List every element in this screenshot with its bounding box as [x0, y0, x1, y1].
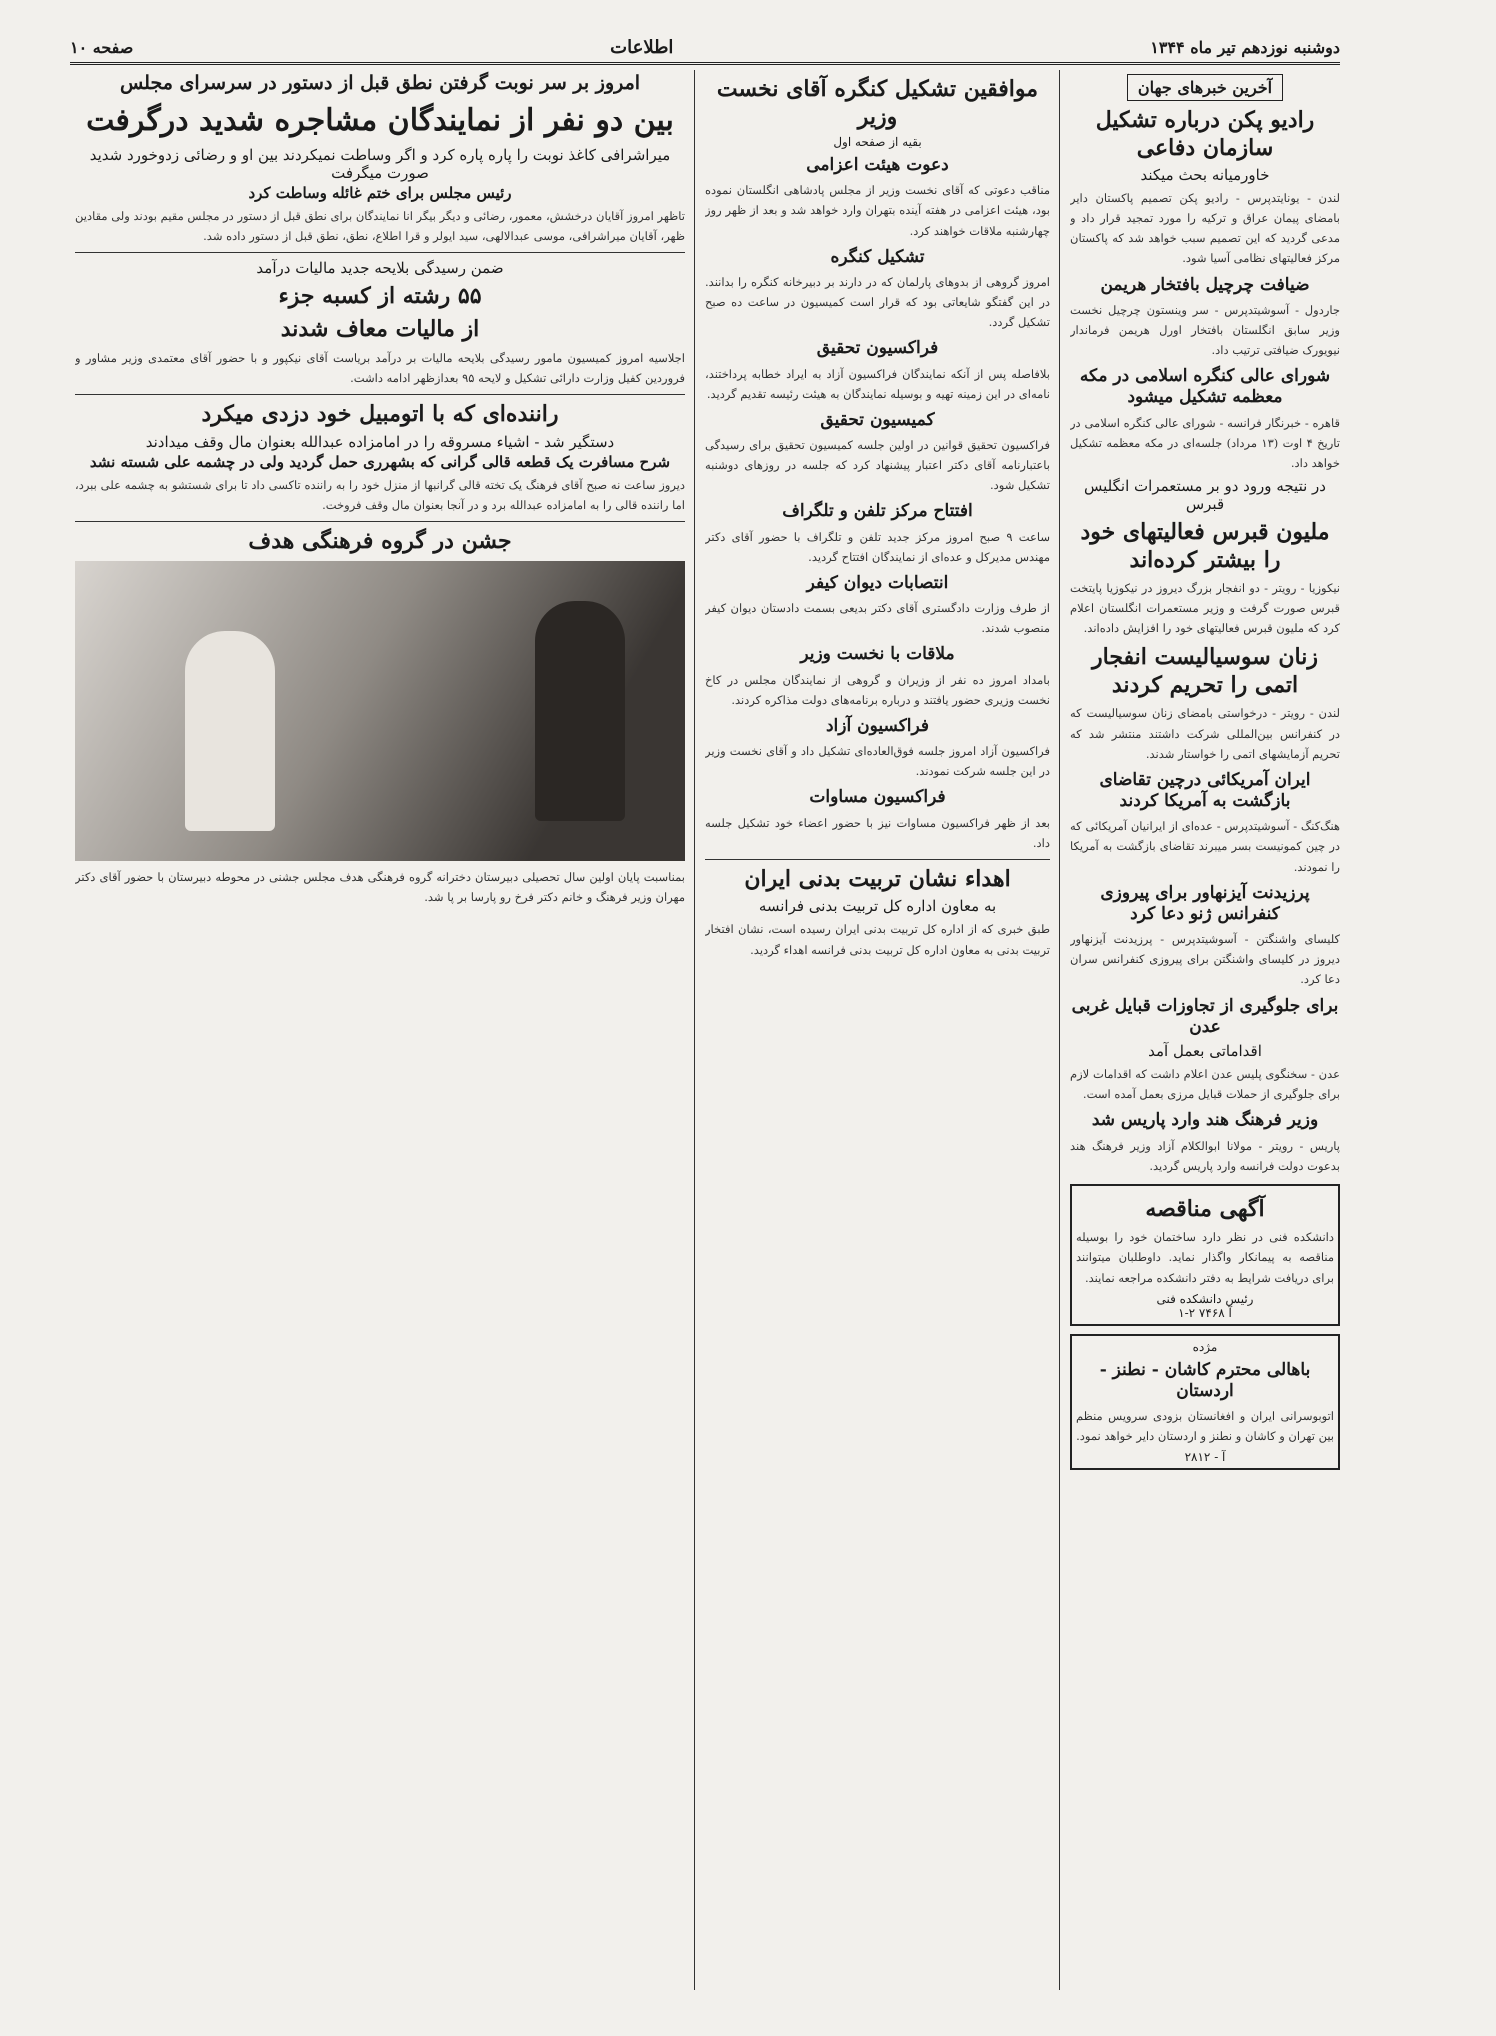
transport-headline: باهالی محترم کاشان - نطنز - اردستان — [1099, 1359, 1311, 1401]
theft-sub2: شرح مسافرت یک قطعه قالی گرانی که بشهرری حمل گردید ولی در چشمه علی شسته نشد — [89, 452, 671, 471]
photo-figure-woman — [185, 631, 275, 831]
divider — [75, 394, 685, 395]
paper-name: اطلاعات — [610, 36, 674, 58]
world-news-box: آخرین خبرهای جهان — [1127, 74, 1283, 101]
india-body: پاریس - رویتر - مولانا ابوالکلام آزاد وزیر فرهنگ هند بدعوت دولت فرانسه وارد پاریس گردید. — [1070, 1138, 1340, 1173]
event-body: بمناسبت پایان اولین سال تحصیلی دبیرستان دخترانه گروه فرهنگی هدف مجلس جشنی در محوطه دبیرستان با حضور آقای دکتر مهران وزیر فرهنگ و خانم دکتر فرخ رو پارسا بر پا شد. — [75, 870, 685, 905]
parliament-kicker: امروز بر سر نوبت گرفتن نطق قبل از دستور در سرسرای مجلس — [119, 72, 641, 94]
parliament-body: تاظهر امروز آقایان درخشش، معمور، رضائی و دیگر بیگر انا نمایندگان برای نطق قبل از دستور در مجلس مقیم بودند ولی مقادین ظهر، آقایان میراشرافی، موسی عبدالالهی، سید ایولر و قرا اطلاع، نطق، نطق قبل از دستور داده شد. — [75, 208, 685, 243]
women-body: لندن - رویتر - درخواستی بامضای زنان سوسیالیست که در کنفرانس بین‌المللی شرکت داشتند منتشر شد که تحریم آزمایشهای اتمی را خواستار شدند. — [1070, 706, 1340, 761]
column-right — [1070, 70, 1340, 1990]
event-headline: جشن در گروه فرهنگی هدف — [248, 527, 512, 554]
invite-body: مناقب دعوتی که آقای نخست وزیر از مجلس پادشاهی انگلستان نموده بود، هیئت اعزامی در هفته آینده بتهران وارد خواهد شد و بعد از ظهر روز چهارشنبه ملاقات خواهند کرد. — [705, 183, 1050, 238]
fraction-headline: فراکسیون تحقیق — [816, 338, 939, 359]
parliament-sub: میراشرافی کاغذ نوبت را پاره پاره کرد و اگر وساطت نمیکردند بین او و رضائی زدوخورد شدید صورت میگرفت — [89, 145, 671, 182]
sport-body: طبق خبری که از اداره کل تربیت بدنی ایران رسیده است، نشان افتخار تربیت بدنی به معاون اداره کل تربیت بدنی فرانسه اهداء گردید. — [705, 922, 1050, 957]
telephone-headline: افتتاح مرکز تلفن و تلگراف — [782, 501, 973, 522]
radio-sub: خاورمیانه بحث میکند — [1140, 166, 1270, 184]
tender-sign: رئیس دانشکده فنی — [1156, 1291, 1254, 1306]
tender-headline: آگهی مناقصه — [1145, 1195, 1265, 1222]
radio-body: لندن - یونایتدپرس - رادیو پکن تصمیم پاکستان دایر بامضای پیمان عراق و ترکیه را مورد تمجید قرار داد و مدعی گردید که این تصمیم سبب خواهد شد که پاکستان مرکز فعالیتهای نظامی آسیا شود. — [1070, 191, 1340, 266]
cyprus-body: نیکوزیا - رویتر - دو انفجار بزرگ دیروز در نیکوزیا پایتخت قبرس صورت گرفت و وزیر مستعمرات انگلستان اعلام کرد که ملیون قبرس فعالیتهای خود را افزایش داده‌اند. — [1070, 581, 1340, 636]
women-headline: زنان سوسیالیست انفجار اتمی را تحریم کردند — [1092, 644, 1318, 698]
telephone-body: ساعت ۹ صبح امروز مرکز جدید تلفن و تلگراف با حضور آقای دکتر مهندس مدیرکل و عده‌ای از نمایندگان افتتاح گردید. — [705, 529, 1050, 564]
court-body: از طرف وزارت دادگستری آقای دکتر بدیعی بسمت دادستان دیوان کیفر منصوب شدند. — [705, 601, 1050, 636]
tender-body: دانشکده فنی در نظر دارد ساختمان خود را بوسیله مناقصه به پیمانکار واگذار نماید. داوطلبان میتوانند برای دریافت شرایط به دفتر دانشکده مراجعه نمایند. — [1076, 1230, 1334, 1285]
commission-body: فراکسیون تحقیق قوانین در اولین جلسه کمیسیون تحقیق برای رسیدگی باعتبارنامه آقای دکتر اعتبار پیشنهاد کرد که جلسه در روزهای دوشنبه تشکیل شود. — [705, 438, 1050, 493]
theft-sub: دستگیر شد - اشیاء مسروقه را در امامزاده عبدالله بعنوان مال وقف میدادند — [145, 432, 615, 451]
tender-code: آ ۷۴۶۸ ۲-۱ — [1178, 1305, 1232, 1320]
theft-body: دیروز ساعت نه صبح آقای فرهنگ یک تخته قالی گرانبها از منزل خود را به راننده تاکسی داد تا برای شستشو به چشمه علی ببرد، اما راننده قالی را به امامزاده عبدالله برد و در آنجا بعنوان مال وقف فروخت. — [75, 477, 685, 512]
continued-label: بقیه از صفحه اول — [833, 135, 922, 149]
parliament-sub2: رئیس مجلس برای ختم غائله وساطت کرد — [248, 183, 512, 202]
divider — [75, 521, 685, 522]
theft-headline: راننده‌ای که با اتومبیل خود دزدی میکرد — [201, 401, 559, 427]
meeting-headline: ملاقات با نخست وزیر — [800, 644, 955, 665]
column-rule-left — [694, 70, 695, 1990]
event-photo — [75, 561, 685, 861]
transport-ad — [1070, 1334, 1340, 1471]
iran-headline: ایران آمریکائی درچین تقاضای بازگشت به آمریکا کردند — [1099, 769, 1311, 811]
mosavat-headline: فراکسیون مساوات — [809, 787, 946, 808]
page-number: صفحه ۱۰ — [70, 37, 134, 57]
aden-headline: برای جلوگیری از تجاوزات قبایل غربی عدن — [1071, 995, 1339, 1037]
radio-headline: رادیو پکن درباره تشکیل سازمان دفاعی — [1095, 107, 1315, 161]
geneva-headline: پرزیدنت آیزنهاور برای پیروزی کنفرانس ژنو دعا کرد — [1100, 882, 1310, 924]
transport-code: آ - ۲۸۱۲ — [1184, 1450, 1226, 1465]
meeting-body: بامداد امروز ده نفر از وزیران و گروهی از نمایندگان مجلس در کاخ نخست وزیری حضور یافتند و درباره برنامه‌های دولت مذاکره کردند. — [705, 672, 1050, 707]
congress-headline: تشکیل کنگره — [830, 246, 925, 267]
column-rule-right — [1059, 70, 1060, 1990]
column-middle — [705, 70, 1050, 1990]
court-headline: انتصابات دیوان کیفر — [806, 572, 949, 593]
masthead — [70, 32, 1340, 65]
invite-headline: دعوت هیئت اعزامی — [806, 155, 949, 175]
sport-headline: اهداء نشان تربیت بدنی ایران — [744, 865, 1011, 892]
geneva-body: کلیسای واشنگتن - آسوشیتدپرس - پرزیدنت آیزنهاور دیروز در کلیسای واشنگتن برای پیروزی کنفرانس سران دعا کرد. — [1070, 932, 1340, 987]
india-headline: وزیر فرهنگ هند وارد پاریس شد — [1091, 1110, 1319, 1131]
aden-sub: اقداماتی بعمل آمد — [1148, 1042, 1262, 1060]
transport-kicker: مژده — [1192, 1339, 1218, 1354]
churchill-body: جاردول - آسوشیتدپرس - سر وینستون چرچیل نخست وزیر سابق انگلستان بافتخار اورل هریمن فرماندار نیویورک ضیافتی ترتیب داد. — [1070, 302, 1340, 357]
azad-body: فراکسیون آزاد امروز جلسه فوق‌العاده‌ای تشکیل داد و آقای نخست وزیر در این جلسه شرکت نمودند. — [705, 744, 1050, 779]
azad-headline: فراکسیون آزاد — [825, 715, 930, 736]
divider — [705, 859, 1050, 860]
column-left — [75, 70, 685, 1990]
sport-sub: به معاون اداره کل تربیت بدنی فرانسه — [758, 897, 997, 916]
tender-ad — [1070, 1184, 1340, 1326]
congress-body: امروز گروهی از بدوهای پارلمان که در دارند بر دبیرخانه کنگره را بدانند. در این گفتگو شایعاتی بود که قرار است کمیسیون در ساعت ده صبح تشکیل گردد. — [705, 274, 1050, 330]
photo-figure-man — [535, 601, 625, 821]
commission-headline: کمیسیون تحقیق — [820, 409, 935, 430]
cyprus-headline: ملیون قبرس فعالیتهای خود را بیشتر کرده‌اند — [1080, 519, 1330, 573]
date-label: دوشنبه نوزدهم تیر ماه ۱۳۴۴ — [1150, 37, 1340, 57]
fraction-body: بلافاصله پس از آنکه نمایندگان فراکسیون آزاد به ایراد خطابه پرداختند، نامه‌ای در این زمینه تهیه و بوسیله نمایندگان به هیئت رئیسه تقدیم گردید. — [705, 366, 1050, 401]
churchill-headline: ضیافت چرچیل بافتخار هریمن — [1100, 274, 1310, 295]
tax-headline-2: از مالیات معاف شدند — [280, 316, 480, 343]
iran-body: هنگ‌کنگ - آسوشیتدپرس - عده‌ای از ایرانیان آمریکائی که در چین کمونیست بسر میبرند تقاضای بازگشت به آمریکا را نمودند. — [1070, 819, 1340, 874]
parliament-headline: بین دو نفر از نمایندگان مشاجره شدید درگرفت — [86, 103, 674, 138]
divider — [75, 252, 685, 253]
congress-main-headline: موافقین تشکیل کنگره آقای نخست وزیر — [716, 76, 1039, 130]
tax-kicker: ضمن رسیدگی بلایحه جدید مالیات درآمد — [256, 258, 504, 277]
tax-headline: ۵۵ رشته از کسبه جزء — [278, 282, 482, 309]
aden-body: عدن - سخنگوی پلیس عدن اعلام داشت که اقدامات لازم برای جلوگیری از حملات قبایل مرزی بعمل آمده است. — [1070, 1067, 1340, 1102]
islam-headline: شورای عالی کنگره اسلامی در مکه معظمه تشکیل میشود — [1079, 366, 1331, 408]
tax-body: اجلاسیه امروز کمیسیون مامور رسیدگی بلایحه مالیات بر درآمد بریاست آقای نیکپور و با حضور آقای معتمدی وزیر مشاور و فروردین کفیل وزارت دارائی تشکیل و لایحه ۹۵ بعدازظهر ادامه داشت. — [75, 350, 685, 385]
islam-body: قاهره - خبرنگار فرانسه - شورای عالی کنگره اسلامی در تاریخ ۴ اوت (۱۳ مرداد) جلسه‌ای در مکه معظمه تشکیل خواهد داد. — [1070, 415, 1340, 470]
mosavat-body: بعد از ظهر فراکسیون مساوات نیز با حضور اعضاء خود تشکیل جلسه داد. — [705, 815, 1050, 850]
cyprus-kicker: در نتیجه ورود دو بر مستعمرات انگلیس قبرس — [1084, 477, 1326, 513]
transport-body: اتوبوسرانی ایران و افغانستان بزودی سرویس منظم بین تهران و کاشان و نطنز و اردستان دایر خواهد نمود. — [1076, 1409, 1334, 1444]
